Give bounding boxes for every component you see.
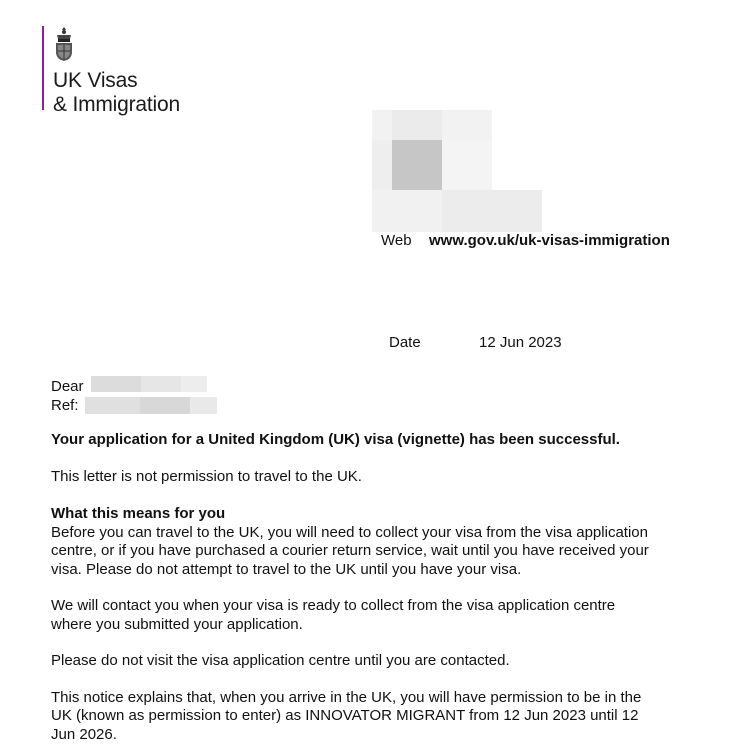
paragraph-line: UK (known as permission to enter) as INNOVATOR MIGRANT from 12 Jun 2023 until 12	[51, 707, 639, 724]
ref-line	[51, 397, 79, 416]
paragraph-line: Jun 2026.	[51, 726, 117, 743]
paragraph-line: Please do not visit the visa application centre until you are contacted.	[51, 652, 510, 669]
website-row	[381, 232, 670, 249]
logo-text-line2: & Immigration	[53, 93, 180, 116]
ukvi-logo	[42, 26, 180, 116]
redacted-reference	[85, 397, 217, 414]
royal-crest-icon	[53, 26, 75, 62]
paragraph-line: centre, or if you have purchased a courier return service, wait until you have received your	[51, 542, 649, 559]
paragraph-line: visa. Please do not attempt to travel to the UK until you have your visa.	[51, 561, 522, 578]
dear-label: Dear	[51, 378, 84, 395]
redacted-address-block	[372, 110, 542, 232]
logo-text-line1: UK Visas	[53, 69, 138, 92]
paragraph-line: We will contact you when your visa is ready to collect from the visa application centre	[51, 597, 616, 614]
website-link[interactable]: www.gov.uk/uk-visas-immigration	[429, 232, 670, 249]
paragraph-line: Before you can travel to the UK, you will need to collect your visa from the visa application	[51, 524, 648, 541]
not-permission-notice: This letter is not permission to travel to the UK.	[51, 468, 362, 485]
decision-headline: Your application for a United Kingdom (UK) visa (vignette) has been successful.	[51, 431, 620, 448]
date-label: Date	[389, 334, 421, 351]
date-value: 12 Jun 2023	[479, 334, 562, 351]
dear-line	[51, 378, 84, 397]
web-label: Web	[381, 232, 412, 249]
ref-label: Ref:	[51, 397, 79, 414]
paragraph-line: This notice explains that, when you arrive in the UK, you will have permission to be in the	[51, 689, 642, 706]
section-heading: What this means for you	[51, 505, 226, 522]
date-row	[389, 334, 562, 351]
paragraph-line: where you submitted your application.	[51, 616, 303, 633]
redacted-name	[91, 376, 207, 392]
